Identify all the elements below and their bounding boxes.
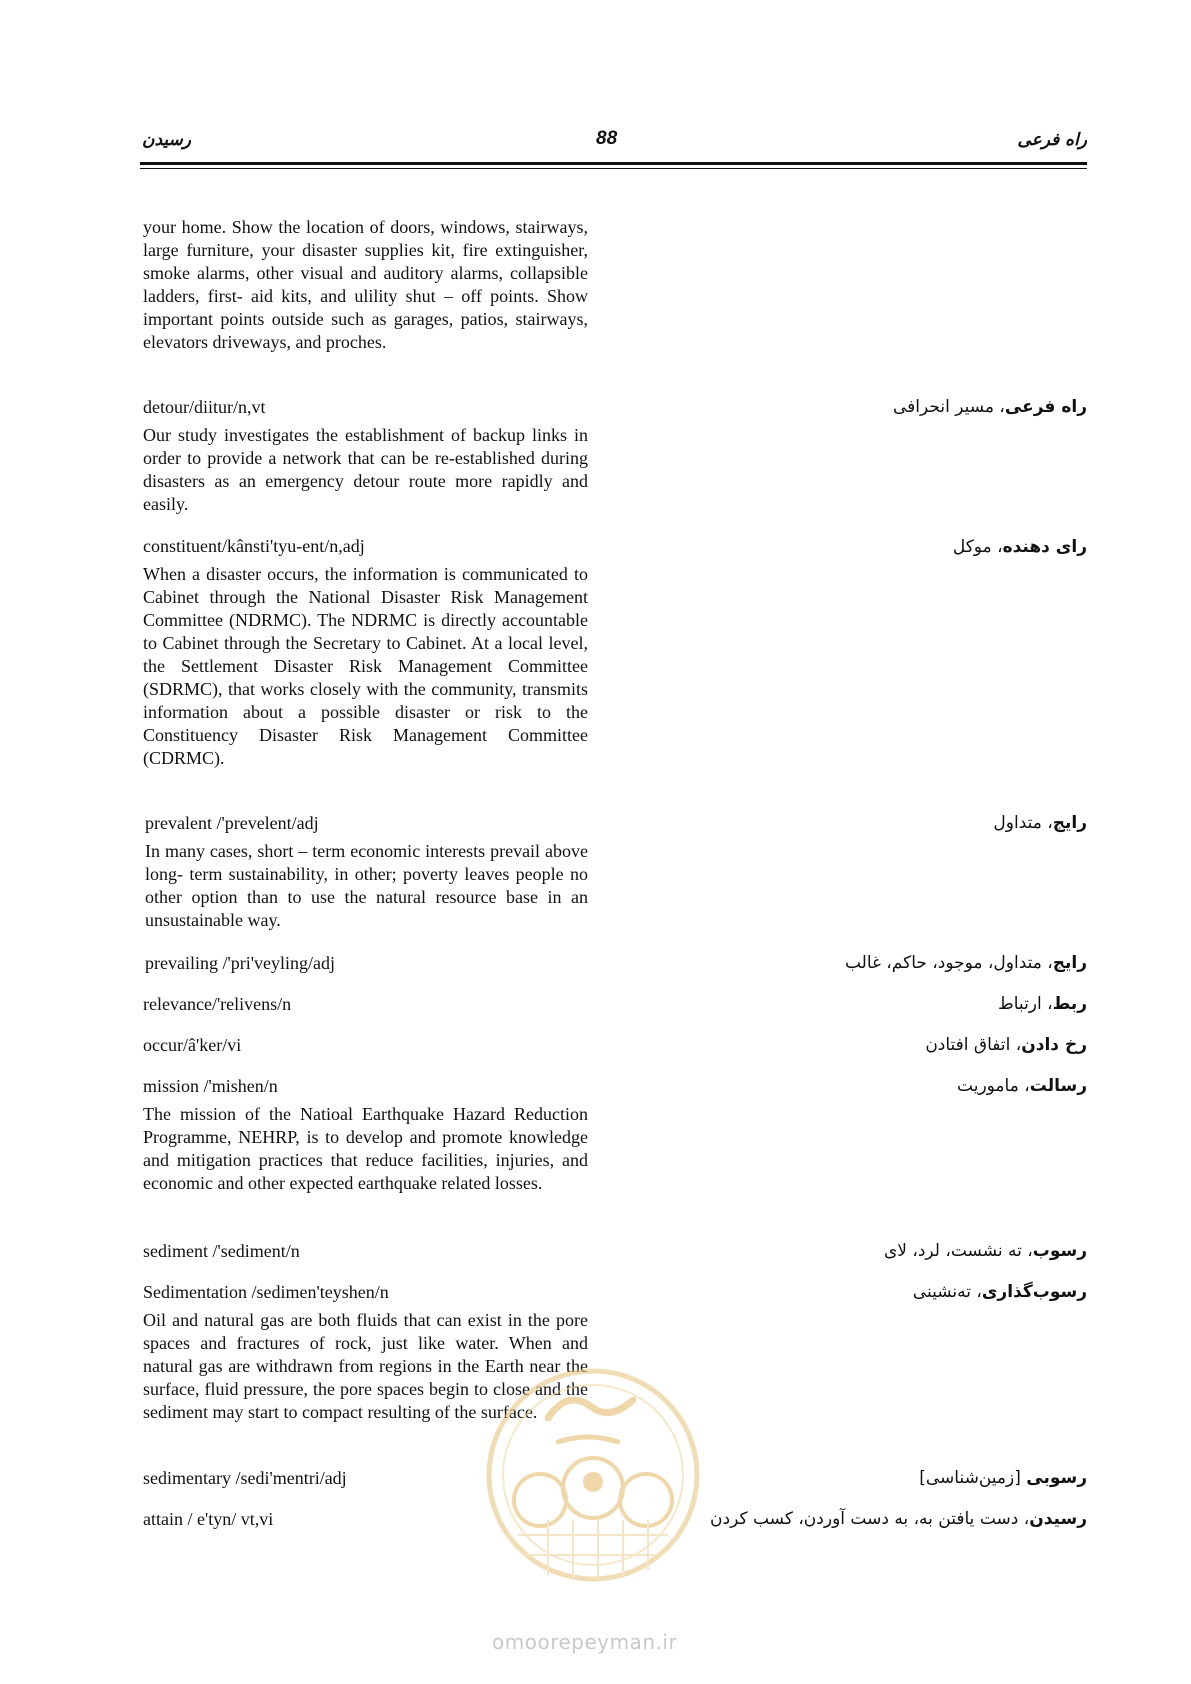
entry-translation-relevance [667,993,1087,1016]
entry-translation-bold: رسیدن [1029,1509,1087,1529]
entry-translation-bold: رسوب [1032,1241,1087,1261]
entry-translation-attain [667,1508,1087,1531]
entry-translation-bold: رسوبی [1026,1468,1087,1488]
entry-translation-bold: رسالت [1029,1076,1087,1096]
entry-translation-detour [667,396,1087,419]
entry-translation-rest: ، ماموریت [957,1076,1030,1096]
entry-translation-bold: رایج [1052,813,1087,833]
entry-term-sediment: sediment /'sediment/n [143,1241,300,1261]
entry-example-mission: The mission of the Natioal Earthquake Hazard Reduction Programme, NEHRP, is to develop and promote knowledge and mitigation practices that reduce facilities, injuries, and economic and other expected earthquake related losses. [143,1104,588,1193]
entry-translation-rest: ، متداول، موجود، حاکم، غالب [844,953,1053,973]
entry-translation-rest: ، ارتباط [998,994,1053,1014]
entry-translation-bold: رای دهنده [1002,537,1087,557]
entry-example-detour: Our study investigates the establishment of backup links in order to provide a network that can be re-established during disasters as an emergency detour route more rapidly and easily. [143,425,588,514]
watermark-url: omoorepeyman.ir [492,1630,678,1654]
watermark-logo [478,1360,708,1590]
entry-translation-rest: ، اتفاق افتادن [925,1035,1022,1055]
entry-translation-bold: رخ دادن [1021,1035,1087,1055]
entry-translation-sediment [667,1240,1087,1263]
entry-translation-rest: ، موکل [952,537,1003,557]
entry-translation-constituent [667,536,1087,559]
entry-term-constituent: constituent/kânsti'tyu-ent/n,adj [143,536,365,556]
entry-translation-rest: ، ته نشست، لرد، لای [883,1241,1033,1261]
entry-term-sedimentary: sedimentary /sedi'mentri/adj [143,1468,347,1488]
entry-translation-rest: ، مسیر انحرافی [893,397,1005,417]
entry-term-mission: mission /'mishen/n [143,1076,278,1096]
entry-term-attain: attain / e'tyn/ vt,vi [143,1509,274,1529]
entry-term-prevalent: prevalent /'prevelent/adj [145,813,319,833]
entry-translation-prevailing [667,952,1087,975]
entry-example-sedimentation: Oil and natural gas are both fluids that can exist in the pore spaces and fractures of rock, just like water. When and natural gas are withdrawn from regions in the Earth near the surface, fluid pressure, the pore spaces begin to close and the sediment may start to compact resulting of the surface. [143,1310,588,1422]
entry-term-detour: detour/diitur/n,vt [143,397,266,417]
entry-translation-sedimentary [667,1467,1087,1490]
entry-translation-bold: ربط [1052,994,1087,1014]
entry-translation-rest: [زمین‌شناسی] [919,1468,1027,1488]
entry-term-prevailing: prevailing /'pri'veyling/adj [145,953,335,973]
header-rule-thin [140,168,1087,169]
page-number: 88 [596,128,618,149]
entry-translation-rest: ، متداول [993,813,1053,833]
entry-translation-sedimentation [667,1281,1087,1304]
entry-term-sedimentation: Sedimentation /sedimen'teyshen/n [143,1282,389,1302]
entry-translation-rest: ، ته‌نشینی [912,1282,982,1302]
entry-translation-mission [667,1075,1087,1098]
intro-paragraph: your home. Show the location of doors, windows, stairways, large furniture, your disaster supplies kit, fire extinguisher, smoke alarms, other visual and auditory alarms, collapsible ladders, first- aid kits, and ulility shut – off points. Show important points outside such as garages, patios, stairways, elevators driveways, and proches. [143,217,588,352]
entry-term-occur: occur/â'ker/vi [143,1035,242,1055]
header-rule-thick [140,162,1087,165]
running-header-right: راه فرعی [1017,130,1087,150]
entry-example-constituent: When a disaster occurs, the information is communicated to Cabinet through the National Disaster Risk Management Committee (NDRMC). The NDRMC is directly accountable to Cabinet through the Secretary to Cabinet. At a local level, the Settlement Disaster Risk Management Committee (SDRMC), that works closely with the community, transmits information about a possible disaster or risk to the Constituency Disaster Risk Management Committee (CDRMC). [143,564,588,768]
entry-example-prevalent: In many cases, short – term economic interests prevail above long- term sustainability, in other; poverty leaves people no other option than to use the natural resource base in an unsustainable way. [145,841,588,930]
entry-translation-occur [667,1034,1087,1057]
entry-translation-bold: رایج [1052,953,1087,973]
entry-translation-prevalent [667,812,1087,835]
running-header-left: رسیدن [142,130,191,150]
entry-translation-bold: راه فرعی [1004,397,1087,417]
entry-translation-rest: ، دست یافتن به، به دست آوردن، کسب کردن [710,1509,1030,1529]
entry-term-relevance: relevance/'relivens/n [143,994,292,1014]
entry-translation-bold: رسوب‌گذاری [981,1282,1087,1302]
